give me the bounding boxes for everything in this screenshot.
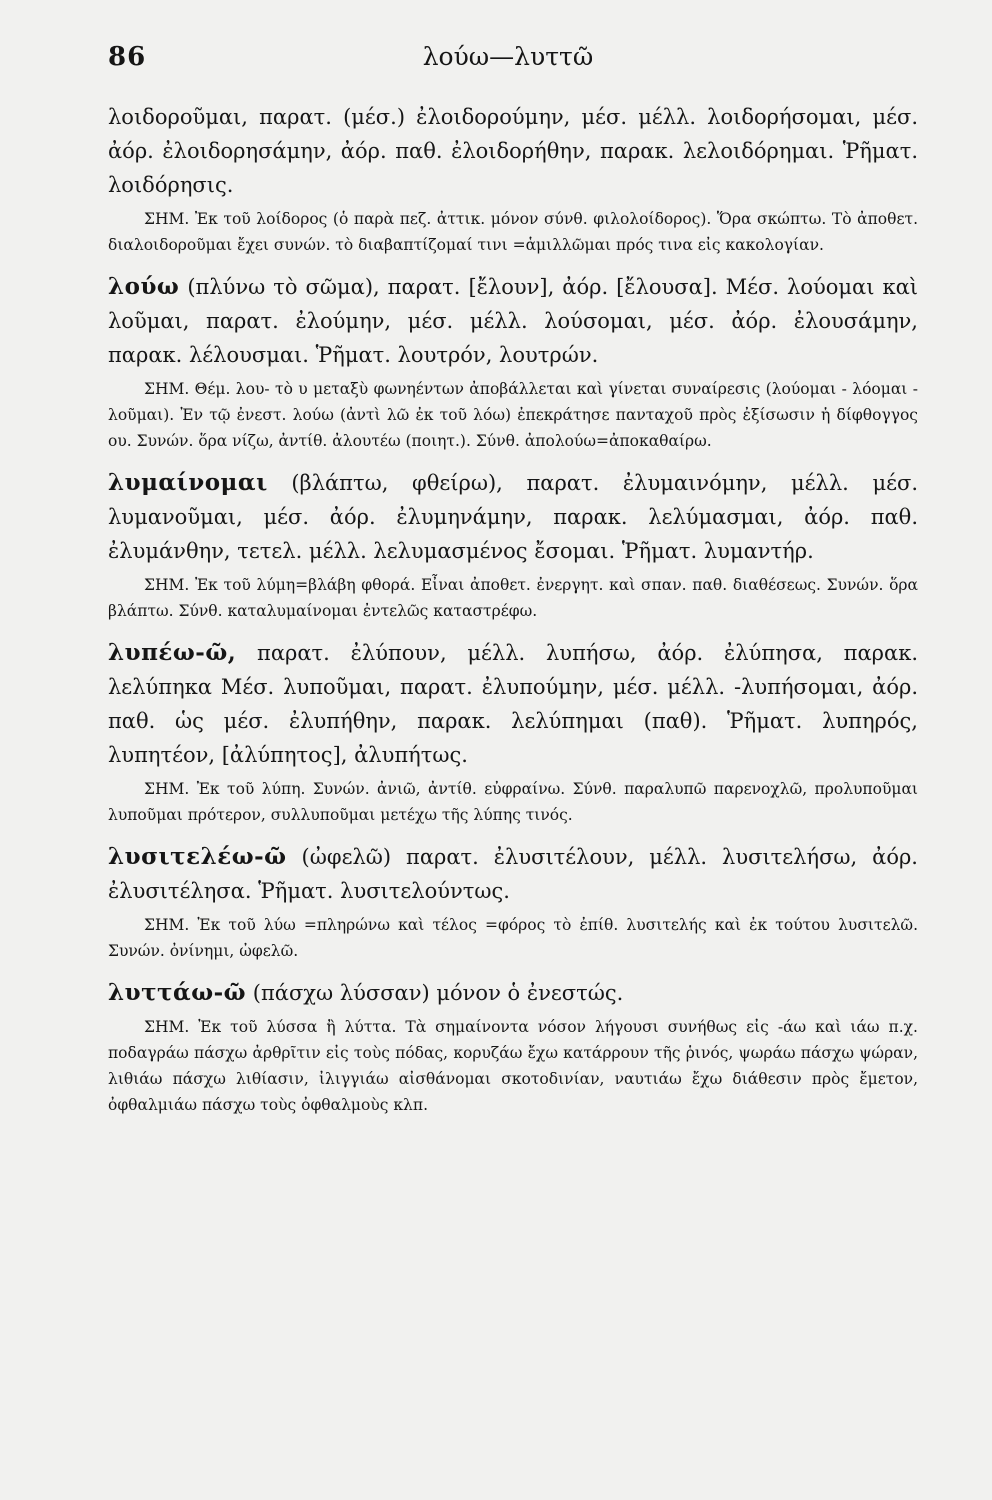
- entry-lymainomai: [108, 466, 918, 624]
- entry-loidoroumai: [108, 100, 918, 258]
- entry-body: (πλύνω τὸ σῶμα), παρατ. [ἔλουν], ἀόρ. [ἔλουσα]. Μέσ. λούομαι καὶ λοῦμαι, παρατ. ἐλούμην, μέσ. μέλλ. λούσομαι, μέσ. ἀόρ. ἐλουσάμην, παρακ. λέλουσμαι. Ῥῆματ. λουτρόν, λουτρών.: [108, 275, 918, 367]
- entry-headword: λυμαίνομαι: [108, 469, 268, 496]
- entry-lypeo: [108, 636, 918, 828]
- entry-note: ΣΗΜ. Ἐκ τοῦ λύμη=βλάβη φθορά. Εἶναι ἀποθετ. ἐνεργητ. καὶ σπαν. παθ. διαθέσεως. Συνών. ὅρα βλάπτω. Σύνθ. καταλυμαίνομαι ἐντελῶς καταστρέφω.: [108, 576, 918, 620]
- entry-text: [108, 270, 918, 372]
- entry-headword: λυπέω-ῶ,: [108, 639, 237, 666]
- entry-body: (πάσχω λύσσαν) μόνον ὁ ἐνεστώς.: [252, 981, 624, 1005]
- entry-body: παρατ. ἐλύπουν, μέλλ. λυπήσω, ἀόρ. ἐλύπησα, παρακ. λελύπηκα Μέσ. λυποῦμαι, παρατ. ἐλυπούμην, μέσ. μέλλ. -λυπήσομαι, ἀόρ. παθ. ὡς μέσ. ἐλυπήθην, παρακ. λελύπημαι (παθ). Ῥῆματ. λυπηρός, λυπητέον, [ἀλύπητος], ἀλυπήτως.: [108, 641, 918, 767]
- header-title: λούω—λυττῶ: [422, 42, 594, 71]
- entry-text: [108, 840, 918, 908]
- entry-text: [108, 636, 918, 772]
- entry-headword: λυσιτελέω-ῶ: [108, 843, 287, 870]
- entry-note: ΣΗΜ. Ἐκ τοῦ λοίδορος (ὁ παρὰ πεζ. ἀττικ. μόνον σύνθ. φιλολοίδορος). Ὅρα σκώπτω. Τὸ ἀποθετ. διαλοιδοροῦμαι ἔχει συνών. τὸ διαβαπτίζομαί τινι =ἁμιλλῶμαι πρός τινα εἰς κακολογίαν.: [108, 210, 918, 254]
- entry-lysiteleo: [108, 840, 918, 964]
- entry-text: [108, 466, 918, 568]
- page-number: 86: [108, 42, 147, 72]
- entry-headword: λυττάω-ῶ: [108, 979, 247, 1006]
- entry-text: [108, 100, 918, 202]
- entry-body: (βλάπτω, φθείρω), παρατ. ἐλυμαινόμην, μέλλ. μέσ. λυμανοῦμαι, μέσ. ἀόρ. ἐλυμηνάμην, παρακ. λελύμασμαι, ἀόρ. παθ. ἐλυμάνθην, τετελ. μέλλ. λελυμασμένος ἔσομαι. Ῥῆματ. λυμαντήρ.: [108, 471, 918, 563]
- entry-body: λοιδοροῦμαι, παρατ. (μέσ.) ἐλοιδορούμην, μέσ. μέλλ. λοιδορήσομαι, μέσ. ἀόρ. ἐλοιδορησάμην, ἀόρ. παθ. ἐλοιδορήθην, παρακ. λελοιδόρημαι. Ῥῆματ. λοιδόρησις.: [108, 105, 918, 197]
- entry-lyttao: [108, 976, 918, 1118]
- entry-note: ΣΗΜ. Θέμ. λου- τὸ υ μεταξὺ φωνηέντων ἀποβάλλεται καὶ γίνεται συναίρεσις (λούομαι - λόομαι - λοῦμαι). Ἐν τῷ ἐνεστ. λούω (ἀντὶ λῶ ἐκ τοῦ λόω) ἐπεκράτησε πανταχοῦ πρὸς ἐξίσωσιν ἡ δίφθογγος ου. Συνών. ὅρα νίζω, ἀντίθ. ἀλουτέω (ποιητ.). Σύνθ. ἀπολούω=ἀποκαθαίρω.: [108, 380, 918, 450]
- entry-note: ΣΗΜ. Ἐκ τοῦ λύω =πληρώνω καὶ τέλος =φόρος τὸ ἐπίθ. λυσιτελής καὶ ἐκ τούτου λυσιτελῶ. Συνών. ὀνίνημι, ὠφελῶ.: [108, 916, 918, 960]
- entry-text: [108, 976, 918, 1010]
- running-head: [108, 42, 908, 78]
- entry-headword: λούω: [108, 273, 180, 300]
- entry-body: (ὠφελῶ) παρατ. ἐλυσιτέλουν, μέλλ. λυσιτελήσω, ἀόρ. ἐλυσιτέλησα. Ῥῆματ. λυσιτελούντως.: [108, 845, 918, 903]
- entry-note: ΣΗΜ. Ἐκ τοῦ λύσσα ἢ λύττα. Τὰ σημαίνοντα νόσον λήγουσι συνήθως εἰς -άω καὶ ιάω π.χ. ποδαγράω πάσχω ἀρθρῖτιν εἰς τοὺς πόδας, κορυζάω ἔχω κατάρρουν τῆς ῥινός, ψωράω πάσχω ψώραν, λιθιάω πάσχω λιθίασιν, ἰλιγγιάω αἰσθάνομαι σκοτοδινίαν, ναυτιάω ἔχω διάθεσιν πρὸς ἔμετον, ὀφθαλμιάω πάσχω τοὺς ὀφθαλμοὺς κλπ.: [108, 1018, 918, 1114]
- entry-note: ΣΗΜ. Ἐκ τοῦ λύπη. Συνών. ἀνιῶ, ἀντίθ. εὐφραίνω. Σύνθ. παραλυπῶ παρενοχλῶ, προλυποῦμαι λυποῦμαι πρότερον, συλλυποῦμαι μετέχω τῆς λύπης τινός.: [108, 780, 918, 824]
- entries-column: [108, 100, 918, 1130]
- entry-louo: [108, 270, 918, 454]
